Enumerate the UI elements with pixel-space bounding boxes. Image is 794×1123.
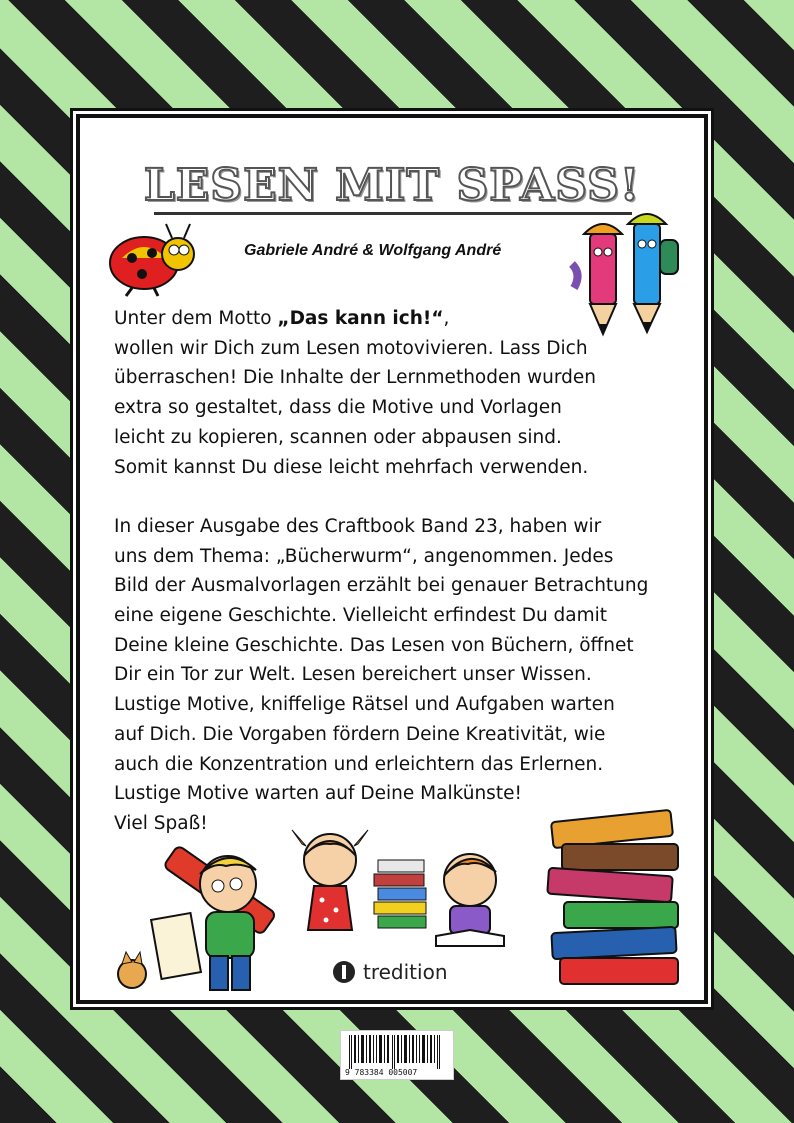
paragraph-line: In dieser Ausgabe des Craftbook Band 23, haben wir — [114, 515, 602, 537]
intro-prefix: Unter dem Motto — [114, 308, 278, 329]
paragraph-line: Lustige Motive, kniffelige Rätsel und Aufgaben warten — [114, 694, 615, 716]
intro-line: überraschen! Die Inhalte der Lernmethoden wurden — [114, 367, 596, 389]
intro-first-line — [114, 304, 684, 334]
publisher-logo — [333, 960, 448, 984]
boy-with-pencil-icon — [110, 844, 300, 1002]
barcode-digits: 9 783384 005007 — [345, 1068, 418, 1077]
motto: „Das kann ich!“ — [277, 308, 444, 329]
book-title: LESEN MIT SPASS! — [143, 160, 641, 211]
barcode-icon — [341, 1033, 453, 1069]
authors: Gabriele André & Wolfgang André — [244, 242, 502, 259]
isbn-barcode — [340, 1030, 454, 1080]
book-stack-icon — [542, 806, 692, 996]
girl-reading-icon — [290, 820, 520, 950]
tredition-logo-icon — [333, 961, 355, 983]
paragraph-line: eine eigene Geschichte. Vielleicht erfindest Du damit — [114, 605, 608, 627]
paragraph-line: Dir ein Tor zur Welt. Lesen bereichert unser Wissen. — [114, 664, 592, 686]
intro-line: extra so gestaltet, dass die Motive und Vorlagen — [114, 397, 562, 419]
intro-suffix: , — [443, 308, 450, 329]
paragraph-line: Deine kleine Geschichte. Das Lesen von Büchern, öffnet — [114, 634, 634, 656]
paragraph-line: auch die Konzentration und erleichtern das Erlernen. — [114, 753, 604, 775]
paragraph-line: Bild der Ausmalvorlagen erzählt bei genauer Betrachtung — [114, 575, 649, 597]
cover-panel — [76, 114, 708, 1004]
paragraph-line: uns dem Thema: „Bücherwurm“, angenommen. Jedes — [114, 545, 614, 567]
paragraph-line: Lustige Motive warten auf Deine Malkünste! — [114, 783, 522, 805]
intro-line: Somit kannst Du diese leicht mehrfach verwenden. — [114, 456, 589, 478]
title-underline — [154, 212, 632, 215]
intro-line: leicht zu kopieren, scannen oder abpausen sind. — [114, 426, 562, 448]
publisher-name: tredition — [363, 960, 448, 984]
paragraph-line: Viel Spaß! — [114, 812, 208, 834]
paragraph-line: auf Dich. Die Vorgaben fördern Deine Kreativität, wie — [114, 723, 606, 745]
description-text — [114, 304, 684, 839]
ladybug-icon — [102, 218, 202, 298]
intro-line: wollen wir Dich zum Lesen motovivieren. Lass Dich — [114, 337, 588, 359]
